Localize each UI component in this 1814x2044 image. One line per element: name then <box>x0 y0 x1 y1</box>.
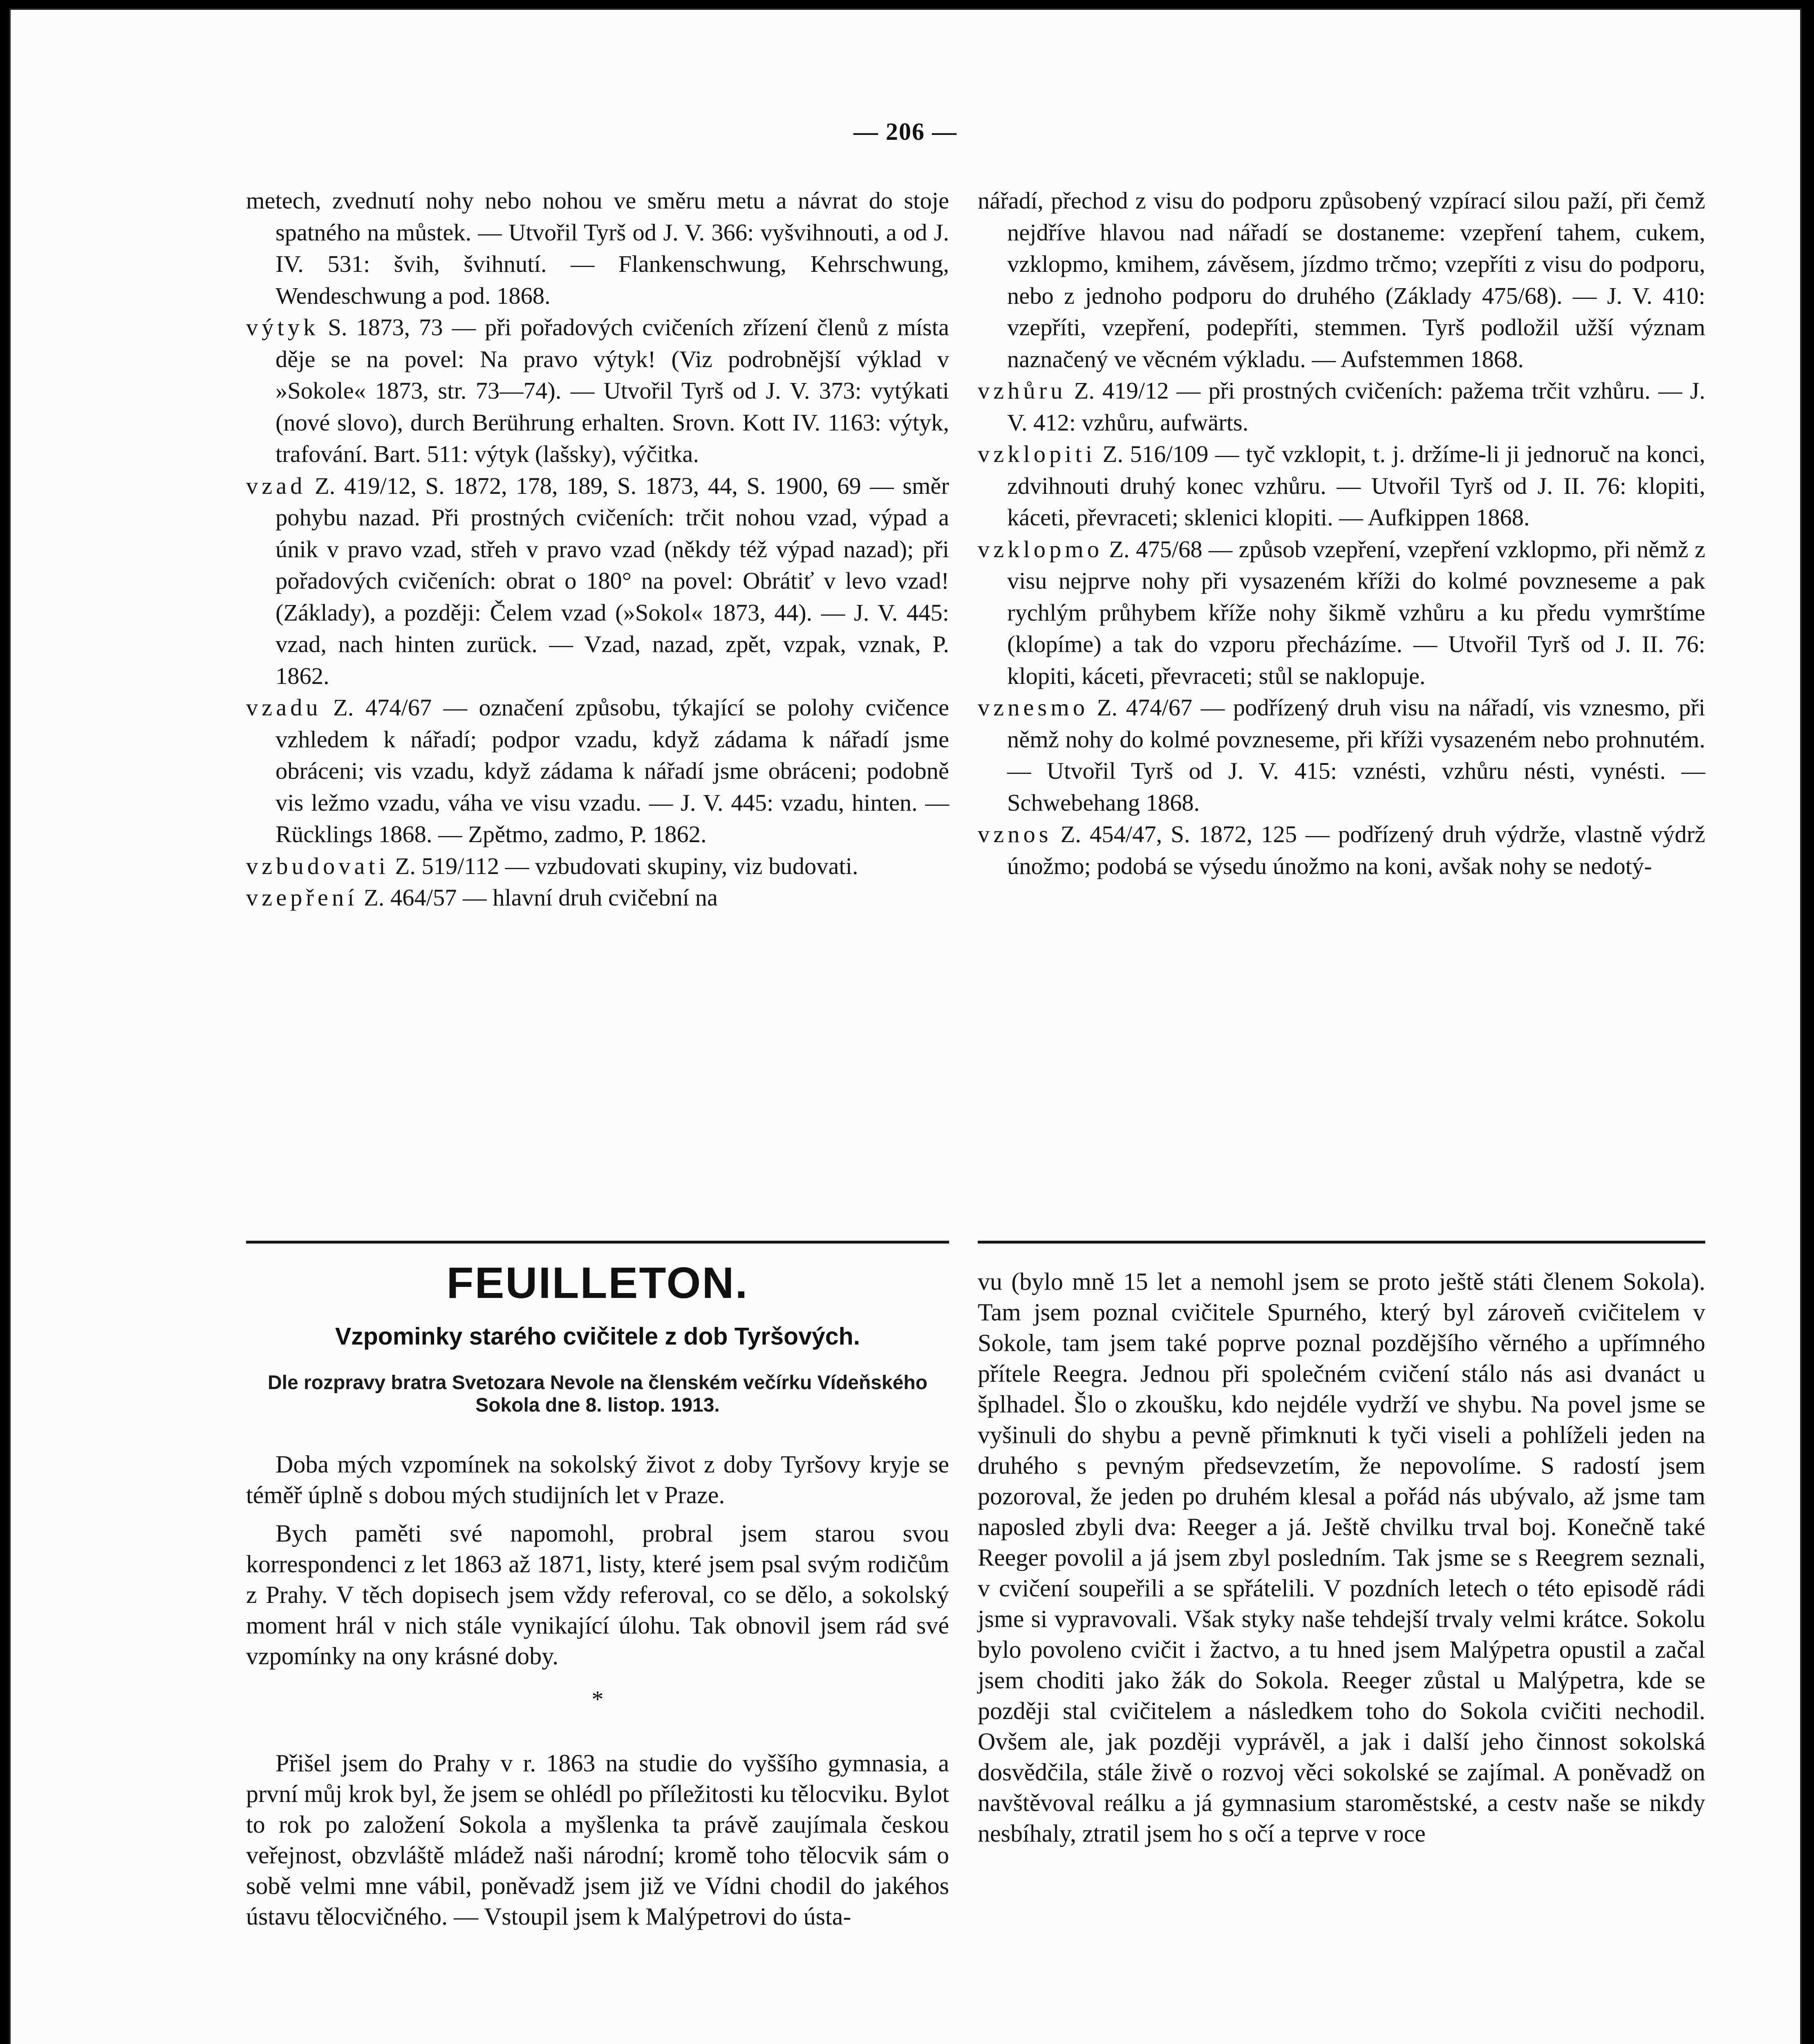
paragraph: vu (bylo mně 15 let a nemohl jsem se proto ještě státi členem Sokola). Tam jsem poznal cvičitele Spurného, který byl zároveň cvičitelem v Sokole, tam jsem také poprve poznal pozdějšího věrného a upřímného přítele Reegra. Jednou při společném cvičení stálo nás asi dvanáct u šplhadel. Šlo o zkoušku, kdo nejdéle vydrží ve shybu. Na povel jsme se vyšinuli do shybu a pevně přimknuti k tyči viseli a pohlíželi jeden na druhého s pevným předsevzetím, že nepovolíme. S radostí jsem pozoroval, že jeden po druhém klesal a pořád nás ubývalo, až jsme tam naposled zbyli dva: Reeger a já. Ještě chvilku trval boj. Konečně také Reeger povolil a já jsem zbyl posledním. Tak jsme se s Reegrem seznali, v cvičení soupeřili a se spřátelili. V pozdních letech o této episodě rádi jsme si vypravovali. Však styky naše tehdejší trvaly velmi krátce. Sokolu bylo povoleno cvičit i žactvo, a tu hned jsem Malýpetra opustil a začal jsem choditi jako žák do Sokola. Reeger zůstal u Malýpetra, kde se později stal cvičitelem a následkem toho do Sokola cvičiti nechodil. Ovšem ale, jak později vyprávěl, a jak i další jeho činnost sokolská dosvědčila, stále živě o rozvoj věci sokolské se zajímal. A poněvadž on navštěvoval reálku a já gymnasium staroměstské, a cestv naše se nikdy nesbíhaly, ztratil jsem ho s očí a teprve v roce <box>978 1268 1705 1847</box>
dictionary-entry <box>978 438 1705 533</box>
entry-headword: výtyk <box>246 314 319 341</box>
dictionary-entry: nářadí, přechod z visu do podporu způsobený vzpírací silou paží, při čemž nejdříve hlavou nad nářadí se dostaneme: vzepření tahem, cukem, vzklopmo, kmihem, závěsem, jízdmo trčmo; vzepříti z visu do podporu, nebo z jednoho podporu do druhého (Základy 475/68). — J. V. 410: vzepříti, vzepření, podepříti, stemmen. Tyrš podložil užší význam naznačený ve věcném výkladu. — Aufstemmen 1868. <box>978 187 1705 372</box>
paragraph: Doba mých vzpomínek na sokolský život z doby Tyršovy kryje se téměř úplně s dobou mých studijních let v Praze. <box>246 1451 949 1508</box>
dictionary-column-left <box>246 185 949 914</box>
dictionary-entry <box>978 818 1705 882</box>
dictionary-entry: metech, zvednutí nohy nebo nohou ve směru metu a návrat do stoje spatného na můstek. — Utvořil Tyrš od J. V. 366: vyšvihnouti, a od J. IV. 531: švih, švihnutí. — Flankenschwung, Kehrschwung, Wendeschwung a pod. 1868. <box>246 187 949 309</box>
entry-text: Z. 419/12 — při prostných cvičeních: pažema trčit vzhůru. — J. V. 412: vzhůru, aufwärts. <box>1007 377 1705 436</box>
section-divider-left <box>246 1241 949 1244</box>
dictionary-column-right <box>978 185 1705 882</box>
entry-headword: vzklopiti <box>978 441 1096 467</box>
entry-headword: vzklopmo <box>978 536 1103 563</box>
dictionary-entry <box>246 882 949 914</box>
entry-headword: vznos <box>978 821 1052 847</box>
entry-headword: vzhůru <box>978 377 1066 404</box>
entry-text: Z. 474/67 — podřízený druh visu na nářadí, vis vznesmo, při němž nohy do kolmé povzneseme, při kříži vysazeném nebo prohnutém. — Utvořil Tyrš od J. V. 415: vznésti, vzhůru nésti, vynésti. — Schwebehang 1868. <box>1007 694 1706 816</box>
feuilleton-column-left <box>246 1449 949 1940</box>
dictionary-entry <box>978 692 1705 818</box>
entry-headword: vzad <box>246 472 306 499</box>
paragraph: Bych paměti své napomohl, probral jsem starou svou korrespondenci z let 1863 až 1871, listy, které jsem psal svým rodičům z Prahy. V těch dopisech jsem vždy referoval, co se dělo, a sokolský moment hrál v nich stále vynikající úlohu. Tak obnovil jsem rád své vzpomínky na ony krásné doby. <box>246 1520 949 1670</box>
dictionary-entry <box>978 375 1705 438</box>
section-separator: * <box>591 1686 604 1712</box>
feuilleton-title: FEUILLETON. <box>446 1258 749 1307</box>
section-divider-right <box>978 1241 1705 1244</box>
dictionary-entry <box>246 692 949 850</box>
feuilleton-subtitle: Vzpominky starého cvičitele z dob Tyršových. <box>335 1323 860 1350</box>
entry-text: Z. 474/67 — označení způsobu, týkající se polohy cvičence vzhledem k nářadí; podpor vzadu, když zádama k nářadí jsme obráceni; vis vzadu, když zádama k nářadí jsme obráceni; podobně vis ležmo vzadu, váha ve visu vzadu. — J. V. 445: vzadu, hinten. — Rücklings 1868. — Zpětmo, zadmo, P. 1862. <box>275 694 949 847</box>
scanned-page <box>9 8 1802 2044</box>
feuilleton-source-note: Dle rozpravy bratra Svetozara Nevole na členském večírku Vídeňského Sokola dne 8. listop. 1913. <box>267 1372 928 1416</box>
dictionary-entry <box>246 470 949 692</box>
entry-headword: vznesmo <box>978 694 1088 721</box>
entry-headword: vzbudovati <box>246 852 389 879</box>
dictionary-entry <box>978 533 1705 692</box>
entry-text: Z. 475/68 — způsob vzepření, vzepření vzklopmo, při němž z visu nejprve nohy při vysazeném kříži do kolmé povzneseme a pak rychlým průhybem kříže nohy šikmě vzhůru a ku předu vymrštíme (klopíme) a tak do vzporu přecházíme. — Utvořil Tyrš od J. II. 76: klopiti, káceti, převraceti; stůl se naklopuje. <box>1007 536 1706 689</box>
entry-text: Z. 454/47, S. 1872, 125 — podřízený druh výdrže, vlastně výdrž únožmo; podobá se výsedu únožmo na koni, avšak nohy se nedotý- <box>1007 821 1705 879</box>
entry-text: Z. 464/57 — hlavní druh cvičební na <box>364 884 718 911</box>
entry-text: S. 1873, 73 — při pořadových cvičeních zřízení členů z místa děje se na povel: Na pravo výtyk! (Viz podrobnější výklad v »Sokole« 1873, str. 73—74). — Utvořil Tyrš od J. V. 373: vytýkati (nové slovo), durch Berührung erhalten. Srovn. Kott IV. 1163: výtyk, trafování. Bart. 511: výtyk (lašsky), výčitka. <box>275 314 949 467</box>
entry-text: Z. 519/112 — vzbudovati skupiny, viz budovati. <box>395 852 858 879</box>
dictionary-entry <box>246 850 949 882</box>
feuilleton-column-right <box>978 1266 1705 1849</box>
entry-headword: vzepření <box>246 884 358 911</box>
entry-headword: vzadu <box>246 694 322 721</box>
dictionary-entry <box>246 312 949 470</box>
entry-text: Z. 516/109 — tyč vzklopit, t. j. držíme-li ji jednoruč na konci, zdvihnouti druhý konec vzhůru. — Utvořil Tyrš od J. II. 76: klopiti, káceti, převraceti; sklenici klopiti. — Aufkippen 1868. <box>1007 441 1705 531</box>
paragraph: Přišel jsem do Prahy v r. 1863 na studie do vyššího gymnasia, a první můj krok byl, že jsem se ohlédl po příležitosti ku tělocviku. Bylot to rok po založení Sokola a myšlenka ta právě zaujímala českou veřejnost, obzvláště mládež naši národní; kromě toho tělocvik sám o sobě velmi mne vábil, poněvadž jsem již ve Vídni chodil do jakéhos ústavu tělocvičného. — Vstoupil jsem k Malýpetrovi do ústa- <box>246 1750 949 1930</box>
entry-text: Z. 419/12, S. 1872, 178, 189, S. 1873, 44, S. 1900, 69 — směr pohybu nazad. Při prostných cvičeních: trčit nohou vzad, výpad a únik v pravo vzad, střeh v pravo vzad (někdy též výpad nazad); při pořadových cvičeních: obrat o 180° na povel: Obrátiť v levo vzad! (Základy), a později: Čelem vzad (»Sokol« 1873, 44). — J. V. 445: vzad, nach hinten zurück. — Vzad, nazad, zpět, vzpak, vznak, P. 1862. <box>275 472 950 689</box>
page-number: — 206 — <box>853 118 957 145</box>
